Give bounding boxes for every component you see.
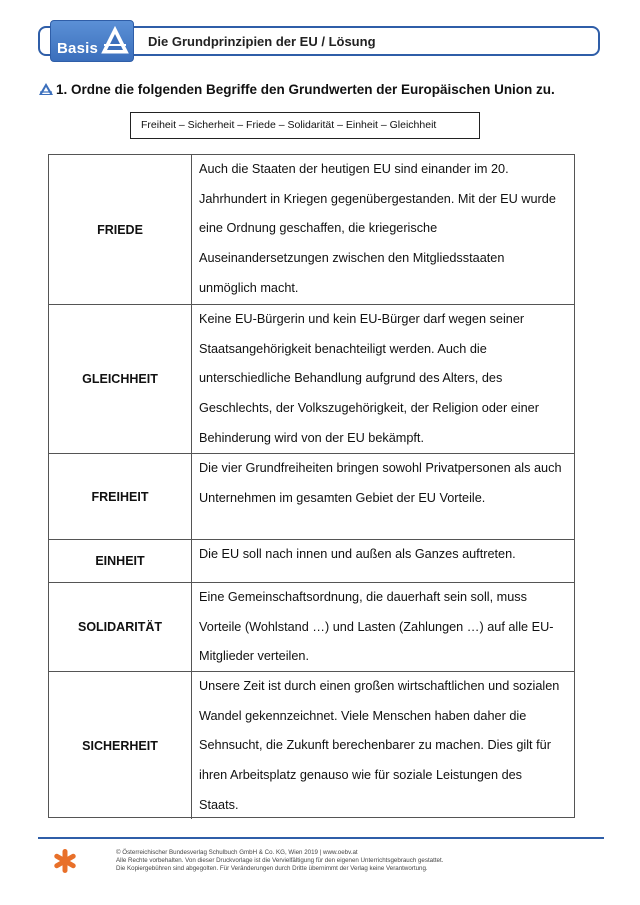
description-cell [199,305,568,454]
task-heading: 1. Ordne die folgenden Begriffe den Grundwerten der Europäischen Union zu. [56,82,555,97]
description-line: Unternehmen im gesamten Gebiet der EU Vorteile. [199,490,486,505]
description-line: Vorteile (Wohlstand …) und Lasten (Zahlungen …) auf alle EU- [199,619,554,634]
basis-task-icon [38,82,54,96]
description-line: eine Ordnung geschaffen, die kriegerische [199,221,438,236]
page-title: Die Grundprinzipien der EU / Lösung [148,34,376,49]
term-cell: SOLIDARITÄT [49,583,192,671]
description-line: Die EU soll nach innen und außen als Ganzes auftreten. [199,547,516,561]
description-line: unmöglich macht. [199,280,299,295]
word-list-box [130,112,480,139]
description-cell [199,583,568,672]
term-cell: FREIHEIT [49,454,192,539]
logo-text: Basis [57,40,99,57]
description-cell [199,540,568,570]
table-row [49,155,574,304]
description-line: Behinderung wird von der EU bekämpft. [199,430,424,445]
description-line: ihren Arbeitsplatz genauso wie für soziale Leistungen des [199,768,523,783]
description-line: Staats. [199,797,239,812]
answer-table [48,154,575,818]
description-line: Die vier Grundfreiheiten bringen sowohl Privatpersonen als auch [199,461,562,475]
term-cell: FRIEDE [49,155,192,304]
description-line: Eine Gemeinschaftsordnung, die dauerhaft sein soll, muss [199,590,527,604]
footer-line: © Österreichischer Bundesverlag Schulbuch GmbH & Co. KG, Wien 2019 | www.oebv.at [116,849,358,856]
table-row [49,582,574,671]
word-list: Freiheit – Sicherheit – Friede – Solidarität – Einheit – Gleichheit [141,119,437,131]
term-cell: EINHEIT [49,540,192,582]
term-cell: GLEICHHEIT [49,305,192,453]
oebv-asterisk-icon [52,848,78,874]
term-cell: SICHERHEIT [49,672,192,819]
basis-logo [50,20,134,62]
table-row [49,453,574,539]
table-row [49,539,574,582]
description-line: Jahrhundert in Kriegen gegenübergestanden. Mit der EU wurde [199,191,556,206]
description-cell [199,454,568,513]
description-line: Auch die Staaten der heutigen EU sind einander im 20. [199,162,509,176]
footer-line: Alle Rechte vorbehalten. Von dieser Druckvorlage ist die Vervielfältigung für den eigenen Unterrichtsgebrauch gestattet. [116,857,444,864]
description-line: unterschiedliche Behandlung aufgrund des Alters, des [199,371,503,386]
table-row [49,671,574,819]
description-line: Sehnsucht, die Zukunft berechenbarer zu machen. Dies gilt für [199,738,551,753]
table-row [49,304,574,453]
description-line: Auseinandersetzungen zwischen den Mitgliedsstaaten [199,251,505,266]
description-line: Keine EU-Bürgerin und kein EU-Bürger darf wegen seiner [199,312,525,326]
description-cell [199,672,568,821]
description-cell [199,155,568,304]
description-line: Geschlechts, der Volkszugehörigkeit, der Religion oder einer [199,401,539,416]
description-line: Wandel gekennzeichnet. Viele Menschen haben daher die [199,708,527,723]
footer-divider [38,837,604,839]
description-line: Staatsangehörigkeit benachteiligt werden. Auch die [199,341,487,356]
description-line: Mitglieder verteilen. [199,649,310,664]
triangle-logo-icon [100,25,130,57]
footer-copyright [116,849,443,873]
description-line: Unsere Zeit ist durch einen großen wirtschaftlichen und sozialen [199,679,560,693]
footer-line: Die Kopiergebühren sind abgegolten. Für Veränderungen durch Dritte übernimmt der Verlag keine Verantwortung. [116,865,428,872]
